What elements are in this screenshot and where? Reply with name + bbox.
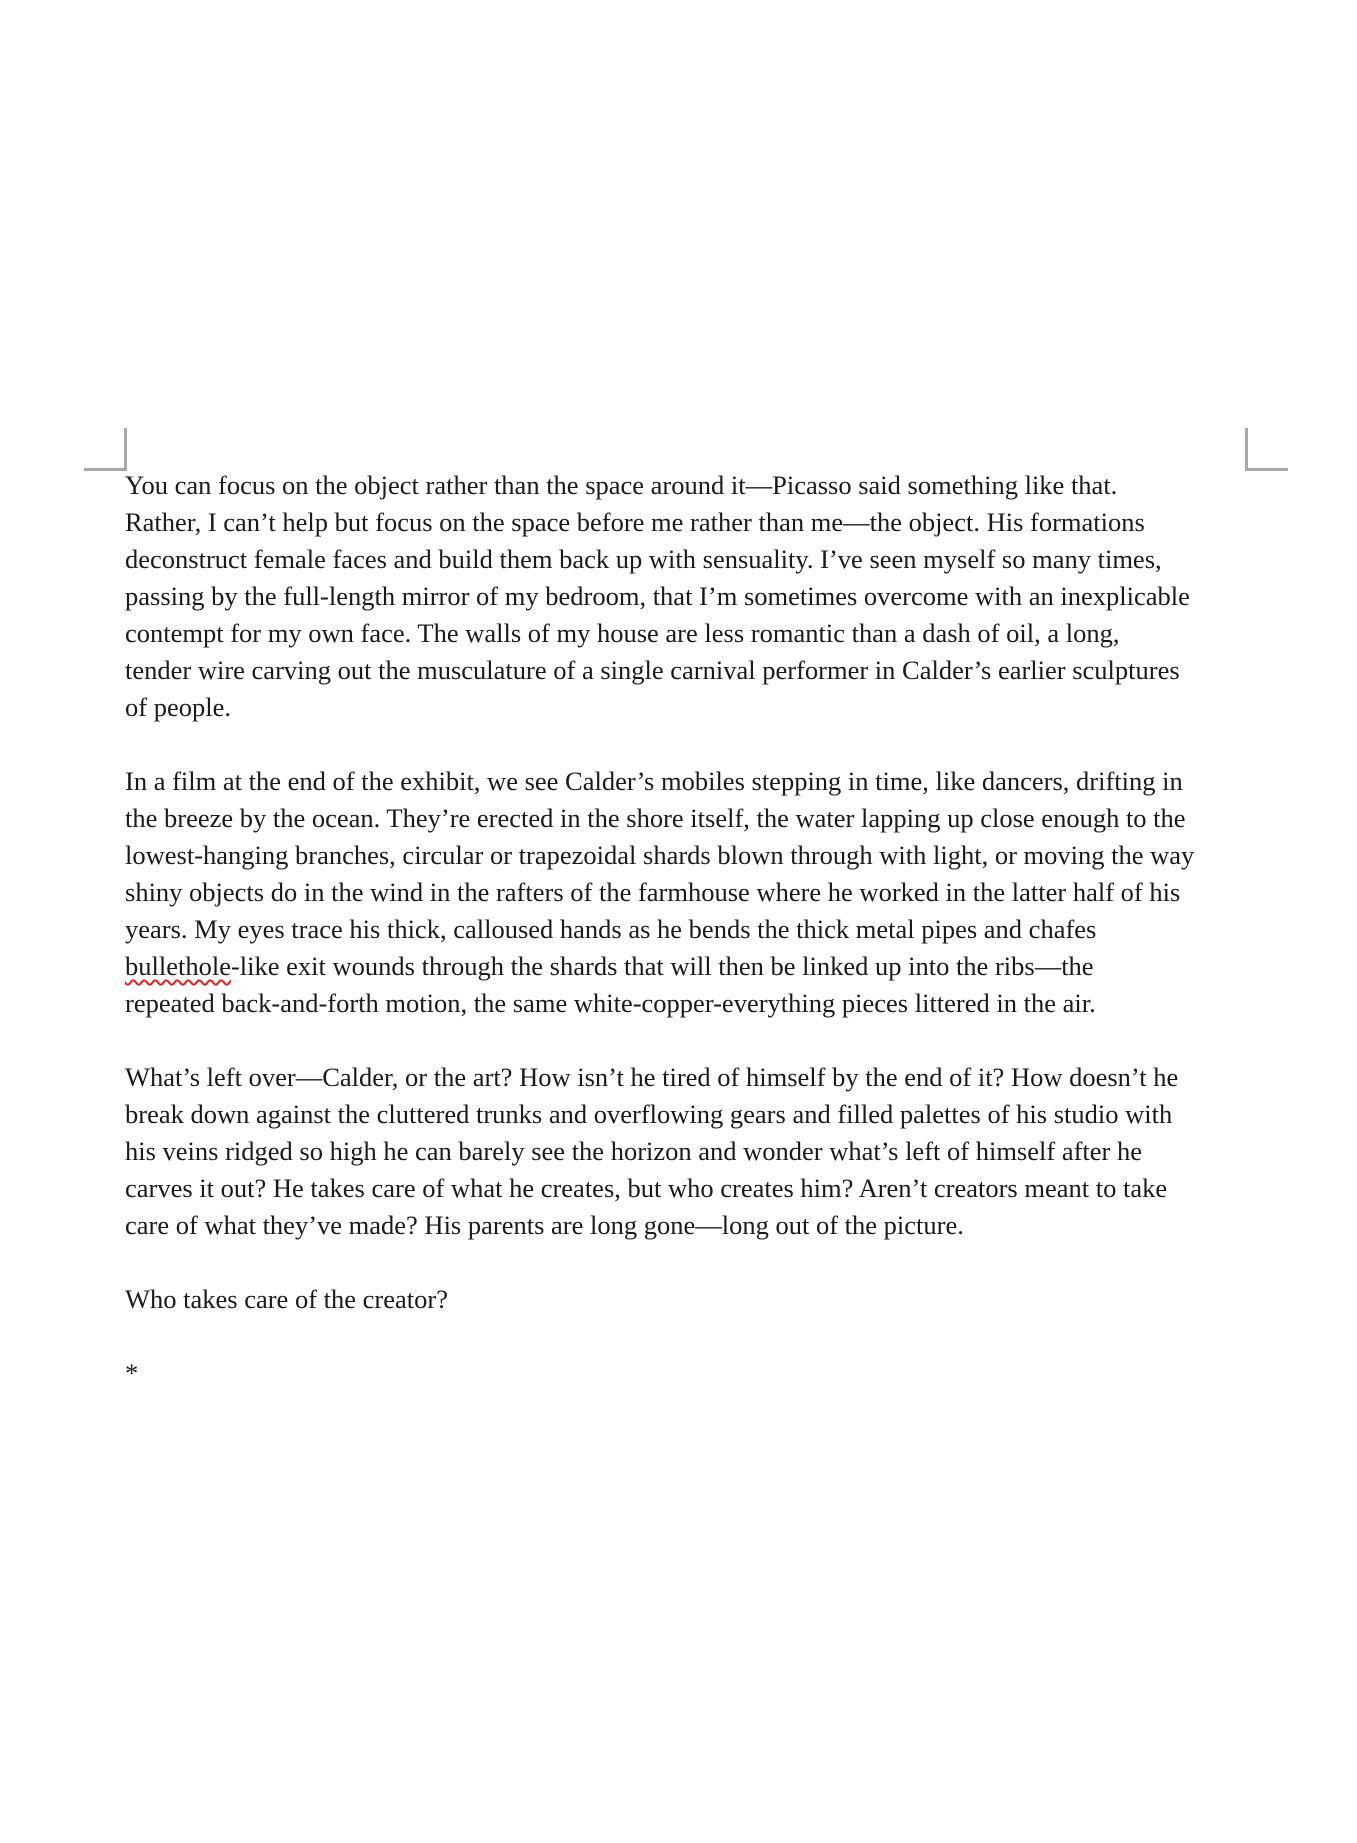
text-line: the breeze by the ocean. They’re erected in the shore itself, the water lapping up close enough to the <box>125 803 1186 833</box>
text-line-rest: -like exit wounds through the shards that will then be linked up into the ribs—the <box>230 951 1094 981</box>
text-line: his veins ridged so high he can barely see the horizon and wonder what’s left of himself after he <box>125 1136 1142 1166</box>
margin-corner-mark-left <box>84 428 127 471</box>
text-line: repeated back-and-forth motion, the same white-copper-everything pieces littered in the air. <box>125 988 1096 1018</box>
spellcheck-flagged-word[interactable]: bullethole <box>125 951 231 981</box>
text-line: Who takes care of the creator? <box>125 1284 448 1314</box>
text-line: In a film at the end of the exhibit, we see Calder’s mobiles stepping in time, like dancers, drifting in <box>125 766 1183 796</box>
text-line: Rather, I can’t help but focus on the space before me rather than me—the object. His formations <box>125 507 1145 537</box>
section-separator: * <box>125 1358 139 1388</box>
text-line: break down against the cluttered trunks and overflowing gears and filled palettes of his studio with <box>125 1099 1173 1129</box>
text-line: What’s left over—Calder, or the art? How isn’t he tired of himself by the end of it? How doesn’t he <box>125 1062 1179 1092</box>
text-line <box>125 948 1235 985</box>
text-line: You can focus on the object rather than the space around it—Picasso said something like that. <box>125 470 1118 500</box>
text-line: of people. <box>125 692 231 722</box>
text-line: contempt for my own face. The walls of my house are less romantic than a dash of oil, a long, <box>125 618 1120 648</box>
paragraph-2[interactable] <box>125 763 1235 1022</box>
paragraph-3[interactable] <box>125 1059 1235 1244</box>
text-line: lowest-hanging branches, circular or trapezoidal shards blown through with light, or moving the way <box>125 840 1195 870</box>
text-line: years. My eyes trace his thick, calloused hands as he bends the thick metal pipes and chafes <box>125 914 1097 944</box>
margin-corner-mark-right <box>1245 428 1288 471</box>
text-line: tender wire carving out the musculature of a single carnival performer in Calder’s earlier sculptures <box>125 655 1180 685</box>
text-line: carves it out? He takes care of what he creates, but who creates him? Aren’t creators meant to take <box>125 1173 1168 1203</box>
document-body[interactable] <box>125 467 1235 1392</box>
text-line: care of what they’ve made? His parents are long gone—long out of the picture. <box>125 1210 964 1240</box>
paragraph-1[interactable] <box>125 467 1235 726</box>
text-line: passing by the full-length mirror of my bedroom, that I’m sometimes overcome with an inexplicable <box>125 581 1190 611</box>
text-line: shiny objects do in the wind in the rafters of the farmhouse where he worked in the latter half of his <box>125 877 1181 907</box>
text-line: deconstruct female faces and build them back up with sensuality. I’ve seen myself so many times, <box>125 544 1162 574</box>
paragraph-4[interactable] <box>125 1281 1235 1318</box>
